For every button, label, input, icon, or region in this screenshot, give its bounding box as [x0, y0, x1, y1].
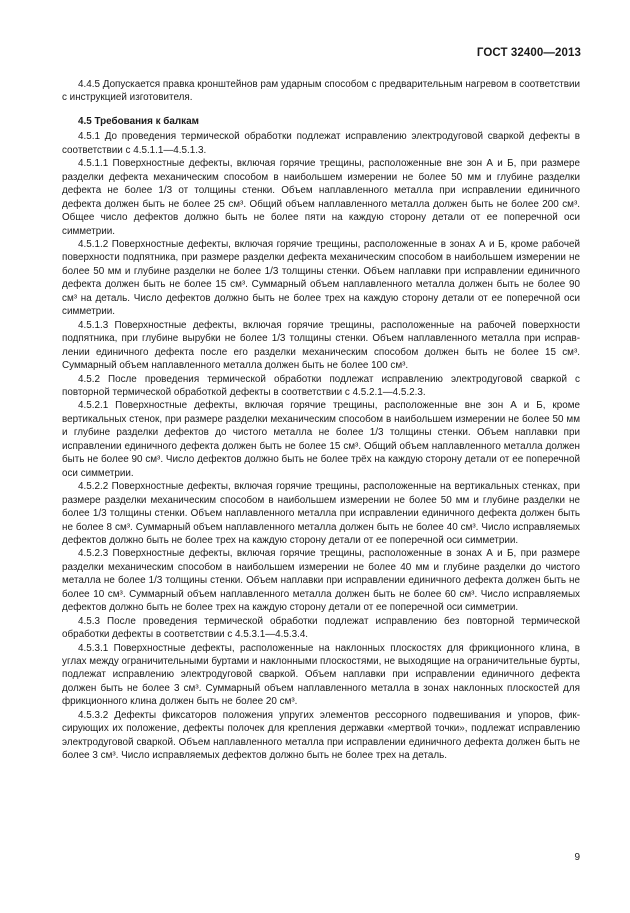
- section-title-4-5: 4.5 Требования к балкам: [78, 115, 199, 127]
- paragraph-4-5-1-1: 4.5.1.1 Поверхностные дефекты, включая горячие трещины, расположенные вне зон А и Б, при размере разделки дефекта механическим способом в наибольшем измерении не более 50 мм и глубине разделки дефекта не более 1/3 от толщины стенки. Объем наплавленного металла при исправлении единичного дефекта должен быть не более 25 см³. Общий объем наплавленного металла должен быть не более 200 см³. Общее число дефектов должно быть не более пяти на каждую сторону детали от ее поперечной оси симметрии.: [62, 158, 580, 237]
- paragraph-4-5-2-1: 4.5.2.1 Поверхностные дефекты, включая горячие трещины, расположенные вне зон А и Б, кроме вертикальных стенок, при размере разделки механическим способом в наибольшем измерении не более 50 мм и глубине разделки дефектов до чистого металла не более 1/3 толщины стенки. Объем наплавки при исправлении единичного дефекта должен быть не более 15 см³. Общий объем наплавленного металла должен быть не более 90 см³. Число дефектов должно быть не более трёх на каждую сторону детали от ее поперечной оси симметрии.: [62, 400, 580, 479]
- paragraph-4-5-2: 4.5.2 После проведения термической обработки подлежат исправлению электродуговой сваркой с повторной термической обработкой дефекты в соответствии с 4.5.2.1—4.5.2.3.: [62, 373, 580, 398]
- paragraph-4-5-3-1: 4.5.3.1 Поверхностные дефекты, расположенные на наклонных плоскостях для фрикционного клина, в углах между ограничительными буртами и наклонными плоскостями, не выходящие на ограничительные бурты, подлежат исправлению электродуговой сваркой. Объем наплавки при исправлении единичного дефекта должен быть не более 3 см³. Суммарный объем наплавленного металла в зонах наклонных плоскостей для фрикционного клина должен быть не более 20 см³.: [62, 642, 580, 708]
- paragraph-4-5-3-2: 4.5.3.2 Дефекты фиксаторов положения упругих элементов рессорного подвешивания и упоров, фиксирующих их положение, дефекты полочек для крепления державки «мертвой точки», подлежат исправлению электродуговой сваркой. Объем наплавленного металла при исправлении единичного дефекта должен быть не более 3 см³. Число исправляемых дефектов должно быть не более трех на деталь.: [62, 709, 580, 762]
- body-text: [62, 78, 580, 763]
- paragraph-4-5-3: 4.5.3 После проведения термической обработки подлежат исправлению без повторной термической обработки дефекты в соответствии с 4.5.3.1—4.5.3.4.: [62, 615, 580, 641]
- paragraph-4-4-5: 4.4.5 Допускается правка кронштейнов рам ударным способом с предварительным нагревом в соответствии с инструкцией изготовителя.: [62, 79, 580, 104]
- paragraph-4-5-2-2: 4.5.2.2 Поверхностные дефекты, включая горячие трещины, расположенные на вертикальных стенках, при размере разделки механическим способом в наибольшем измерении не более 50 мм и глубине разделки не более 1/3 толщины стенки. Объем наплавленного металла при исправлении единичного дефекта должен быть не более 8 см³. Суммарный объем наплавленного металла должен быть не более 40 см³. Число исправляемых дефектов должно быть не более трех на каждую сторону детали от ее поперечной оси симметрии.: [62, 481, 580, 546]
- paragraph-4-5-1: 4.5.1 До проведения термической обработки подлежат исправлению электродуговой сваркой дефекты в соответствии с 4.5.1.1—4.5.1.3.: [62, 131, 580, 156]
- paragraph-4-5-1-2: 4.5.1.2 Поверхностные дефекты, включая горячие трещины, расположенные в зонах А и Б, кроме рабочей поверхности подпятника, при размере разделки дефекта механическим способом в наибольшем измерении не более 50 мм и глубине разделки не более 1/3 толщины стенки. Объем наплавки при исправлении единичного дефекта должен быть не более 15 см³. Суммарный объем наплавленного металла должен быть не более 90 см³ на деталь. Число дефектов должно быть не более трех на каждую сторону детали от ее поперечной оси симметрии.: [62, 238, 580, 318]
- standard-header: ГОСТ 32400—2013: [476, 47, 581, 59]
- paragraph-4-5-2-3: 4.5.2.3 Поверхностные дефекты, включая горячие трещины, расположенные в зонах А и Б, при размере разделки механическим способом в наибольшем измерении не более 40 мм и глубине разделки до чистого металла не более 1/3 толщины стенки. Объем наплавки при исправлении единичного дефекта должен быть не более 10 см³. Суммарный объем наплавленного металла должен быть не более 60 см³. Число исправляемых дефектов должно быть не более трех на каждую сторону детали от ее поперечной оси симметрии.: [62, 548, 580, 614]
- paragraph-4-5-1-3: 4.5.1.3 Поверхностные дефекты, включая горячие трещины, расположенные на рабочей поверхности подпятника, при глубине вырубки не более 1/3 толщины стенки. Объем наплавленного металла при исправлении единичного дефекта после его разделки механическим способом должен быть не более 15 см³. Суммарный объем наплавленного металла должен быть не более 100 см³.: [62, 319, 580, 372]
- page-number: 9: [574, 852, 580, 863]
